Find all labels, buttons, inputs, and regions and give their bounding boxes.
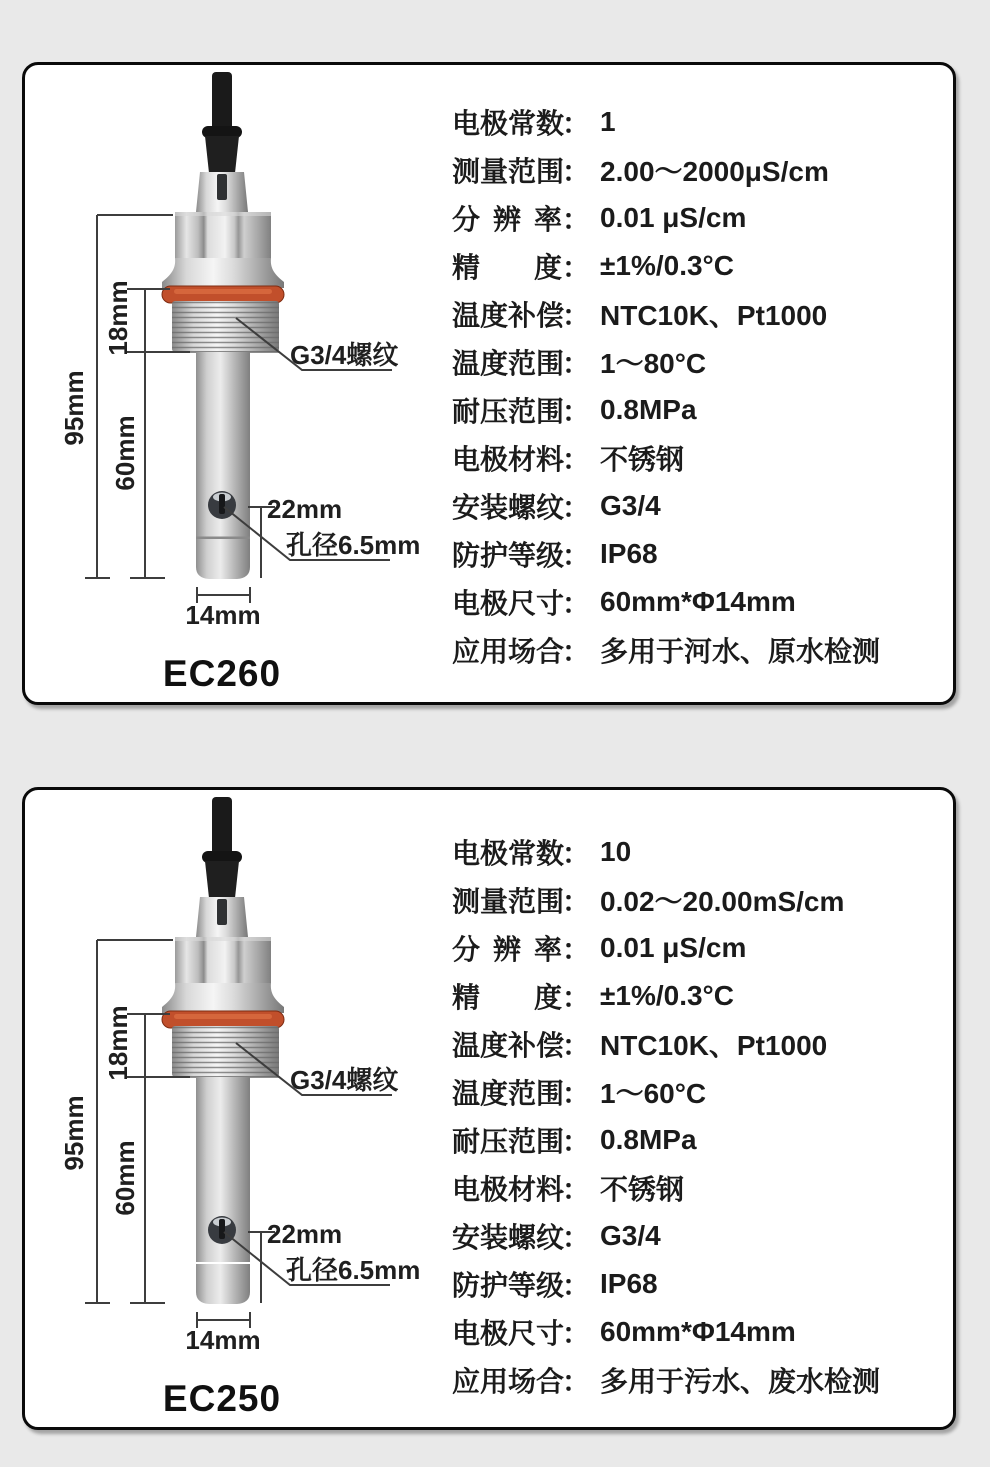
spec-value: 1～80°C: [600, 348, 707, 379]
spec-value: 1～60°C: [600, 1078, 707, 1109]
spec-value: 0.8MPa: [600, 394, 697, 425]
spec-row: [452, 530, 952, 578]
electrode-illustration: [162, 797, 284, 1304]
spec-row: [452, 386, 952, 434]
flange-skirt: [162, 983, 284, 1013]
spec-value: IP68: [600, 1268, 658, 1299]
spec-row: [452, 1260, 952, 1308]
spec-row: [452, 1212, 952, 1260]
dim-overall-length-label: 95mm: [59, 1095, 89, 1171]
probe-photo-diagram: [22, 62, 452, 687]
spec-row: [452, 578, 952, 626]
spec-label: 电极尺寸: [452, 1318, 565, 1349]
spec-colon: ：: [562, 838, 591, 869]
spec-row: [452, 1164, 952, 1212]
spec-row: [452, 876, 952, 924]
spec-value: 0.8MPa: [600, 1124, 697, 1155]
spec-colon: ：: [562, 252, 591, 283]
spec-list: [452, 98, 952, 674]
spec-colon: ：: [562, 1078, 591, 1109]
dim-overall-length-label: 95mm: [59, 370, 89, 446]
spec-colon: ：: [562, 204, 591, 235]
spec-label: 电极材料: [452, 444, 565, 475]
spec-label: 电极常数: [452, 108, 565, 139]
spec-colon: ：: [562, 982, 591, 1013]
spec-row: [452, 434, 952, 482]
spec-row: [452, 98, 952, 146]
spec-label: 精度: [452, 252, 562, 283]
spec-row: [452, 828, 952, 876]
spec-label: 安装螺纹: [452, 492, 565, 523]
dim-tip-diameter-label: 14mm: [185, 600, 261, 630]
spec-row: [452, 1308, 952, 1356]
spec-label: 耐压范围: [452, 1126, 565, 1157]
spec-value: G3/4: [600, 490, 661, 521]
spec-label: 电极尺寸: [452, 588, 565, 619]
spec-value: G3/4: [600, 1220, 661, 1251]
spec-colon: ：: [562, 1030, 591, 1061]
dim-thread-length-label: 18mm: [103, 1005, 133, 1081]
dim-hole-offset-label: 22mm: [267, 1219, 343, 1249]
spec-colon: ：: [562, 348, 591, 379]
spec-value: ±1%/0.3°C: [600, 250, 734, 281]
spec-colon: ：: [562, 156, 591, 187]
spec-label: 温度范围: [452, 348, 565, 379]
spec-colon: ：: [562, 492, 591, 523]
spec-colon: ：: [562, 1222, 591, 1253]
spec-value: 多用于污水、废水检测: [600, 1366, 881, 1397]
model-label: EC250: [162, 1378, 282, 1419]
electrode-illustration: [162, 72, 284, 579]
spec-row: [452, 482, 952, 530]
spec-label: 分辨率: [452, 934, 562, 965]
spec-label: 防护等级: [452, 540, 565, 571]
spec-colon: ：: [562, 588, 591, 619]
spec-row: [452, 626, 952, 674]
spec-row: [452, 146, 952, 194]
spec-colon: ：: [562, 540, 591, 571]
spec-list: [452, 828, 952, 1404]
spec-value: 60mm*Φ14mm: [600, 586, 796, 617]
dim-shaft-length-label: 60mm: [110, 1140, 140, 1216]
spec-row: [452, 924, 952, 972]
spec-label: 电极常数: [452, 838, 565, 869]
dim-thread-length-label: 18mm: [103, 280, 133, 356]
spec-colon: ：: [562, 1270, 591, 1301]
spec-colon: ：: [562, 108, 591, 139]
spec-value: 0.02～20.00mS/cm: [600, 886, 845, 917]
spec-value: 1: [600, 106, 616, 137]
spec-value: NTC10K、Pt1000: [600, 1030, 828, 1061]
spec-row: [452, 290, 952, 338]
product-card-ec260: [22, 62, 956, 705]
electrode-tip: [196, 1264, 250, 1304]
electrode-tip: [196, 539, 250, 579]
spec-label: 耐压范围: [452, 396, 565, 427]
spec-value: 60mm*Φ14mm: [600, 1316, 796, 1347]
hex-nut: [175, 937, 271, 983]
spec-colon: ：: [562, 444, 591, 475]
spec-label: 分辨率: [452, 204, 562, 235]
spec-label: 防护等级: [452, 1270, 565, 1301]
spec-colon: ：: [562, 1174, 591, 1205]
spec-value: 不锈钢: [600, 1174, 685, 1205]
product-card-ec250: [22, 787, 956, 1430]
spec-row: [452, 1068, 952, 1116]
spec-value: 多用于河水、原水检测: [600, 636, 881, 667]
spec-value: 0.01 μS/cm: [600, 932, 747, 963]
spec-row: [452, 338, 952, 386]
hex-nut: [175, 212, 271, 258]
dim-tip-diameter-label: 14mm: [185, 1325, 261, 1355]
dim-hole-offset-label: 22mm: [267, 494, 343, 524]
o-ring: [162, 286, 284, 303]
spec-row: [452, 972, 952, 1020]
spec-colon: ：: [562, 396, 591, 427]
dim-hole-diameter-label: 孔径6.5mm: [286, 1255, 421, 1285]
cable-boot: [205, 136, 239, 173]
spec-label: 精度: [452, 982, 562, 1013]
spec-label: 温度范围: [452, 1078, 565, 1109]
spec-label: 测量范围: [452, 886, 565, 917]
spec-label: 应用场合: [452, 1366, 565, 1397]
dim-hole-diameter-label: 孔径6.5mm: [286, 530, 421, 560]
spec-colon: ：: [562, 636, 591, 667]
spec-value: 10: [600, 836, 632, 867]
cable-boot: [205, 861, 239, 898]
flange-skirt: [162, 258, 284, 288]
probe-photo-diagram: [22, 787, 452, 1412]
dim-shaft-length-label: 60mm: [110, 415, 140, 491]
spec-colon: ：: [562, 1318, 591, 1349]
spec-value: 2.00～2000μS/cm: [600, 156, 829, 187]
spec-row: [452, 242, 952, 290]
o-ring: [162, 1011, 284, 1028]
spec-colon: ：: [562, 886, 591, 917]
spec-colon: ：: [562, 1126, 591, 1157]
spec-colon: ：: [562, 300, 591, 331]
spec-value: IP68: [600, 538, 658, 569]
cable: [212, 797, 232, 855]
dim-thread-type-label: G3/4螺纹: [290, 340, 399, 370]
spec-row: [452, 194, 952, 242]
spec-row: [452, 1020, 952, 1068]
spec-value: 0.01 μS/cm: [600, 202, 747, 233]
spec-row: [452, 1116, 952, 1164]
model-label: EC260: [162, 653, 282, 694]
spec-value: NTC10K、Pt1000: [600, 300, 828, 331]
spec-value: 不锈钢: [600, 444, 685, 475]
spec-row: [452, 1356, 952, 1404]
spec-colon: ：: [562, 934, 591, 965]
spec-label: 应用场合: [452, 636, 565, 667]
spec-label: 安装螺纹: [452, 1222, 565, 1253]
spec-label: 温度补偿: [452, 300, 565, 331]
spec-label: 电极材料: [452, 1174, 565, 1205]
spec-label: 测量范围: [452, 156, 565, 187]
spec-value: ±1%/0.3°C: [600, 980, 734, 1011]
dim-thread-type-label: G3/4螺纹: [290, 1065, 399, 1095]
cable: [212, 72, 232, 130]
spec-colon: ：: [562, 1366, 591, 1397]
spec-label: 温度补偿: [452, 1030, 565, 1061]
